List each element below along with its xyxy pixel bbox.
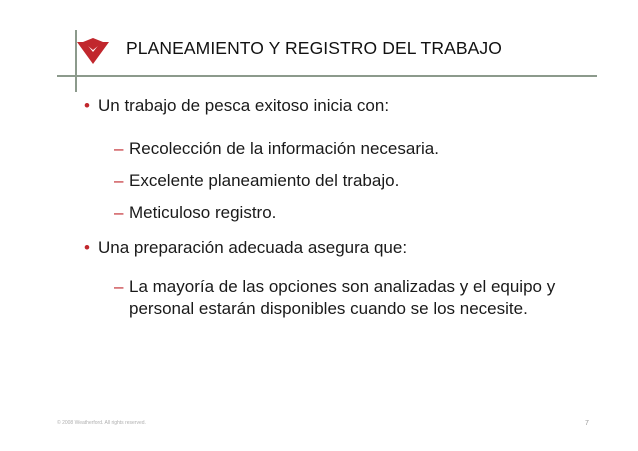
page-title: PLANEAMIENTO Y REGISTRO DEL TRABAJO (126, 38, 502, 58)
sub-bullet-item (114, 276, 559, 320)
sub-bullet-text: Excelente planeamiento del trabajo. (129, 171, 400, 190)
sub-bullet-text: La mayoría de las opciones son analizadas y el equipo y personal estarán disponibles cuando se los necesite. (129, 277, 556, 318)
red-chevron-logo-icon (77, 38, 109, 66)
bullet-marker: • (84, 96, 90, 115)
sub-bullet-item (114, 138, 559, 160)
sub-bullet-text: Recolección de la información necesaria. (129, 139, 439, 158)
bullet-marker: • (84, 238, 90, 257)
bullet-item (84, 96, 389, 116)
sub-bullet-item (114, 170, 559, 192)
sub-bullet-item (114, 202, 559, 224)
sub-bullet-text: Meticuloso registro. (129, 203, 277, 222)
bullet-text: Un trabajo de pesca exitoso inicia con: (98, 96, 390, 115)
dash-marker: – (114, 139, 124, 158)
header-horizontal-rule (57, 75, 597, 77)
page-number: 7 (585, 420, 589, 427)
dash-marker: – (114, 171, 124, 190)
bullet-item (84, 238, 407, 258)
bullet-text: Una preparación adecuada asegura que: (98, 238, 408, 257)
dash-marker: – (114, 203, 124, 222)
dash-marker: – (114, 277, 124, 296)
footer-copyright: © 2008 Weatherford. All rights reserved. (57, 420, 146, 426)
